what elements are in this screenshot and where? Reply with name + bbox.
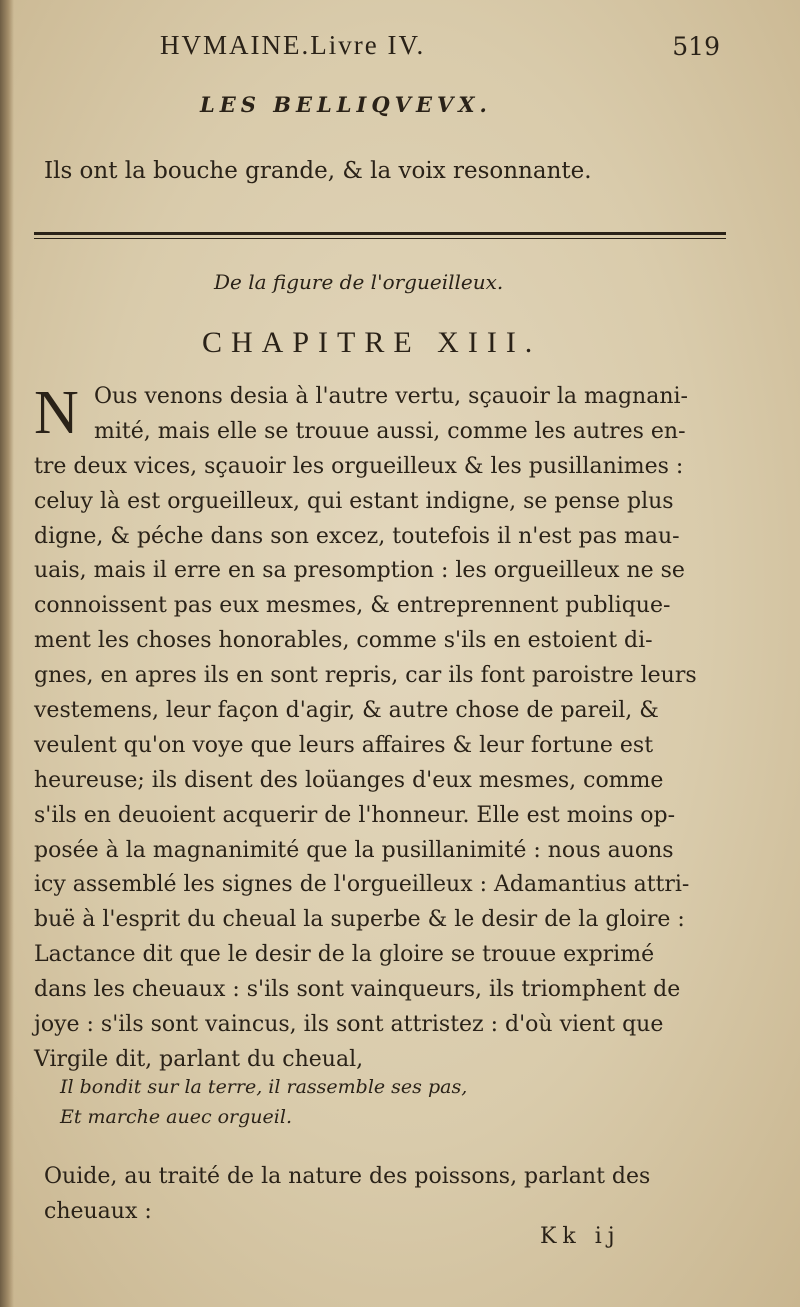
horizontal-rule: [34, 232, 726, 235]
body-line: gnes, en apres ils en sont repris, car ils font paroistre leurs: [34, 663, 697, 689]
body-line: connoissent pas eux mesmes, & entreprennent publique-: [34, 593, 671, 619]
body-line: heureuse; ils disent des loüanges d'eux mesmes, comme: [34, 767, 664, 793]
body-line: tre deux vices, sçauoir les orgueilleux & les pusillanimes :: [34, 453, 684, 479]
quote-line: Et marche auec orgueil.: [60, 1106, 292, 1128]
drop-cap: N: [34, 379, 79, 447]
chapter-title: CHAPITRE XIII.: [202, 326, 542, 359]
closing-text: [44, 1160, 724, 1230]
body-line: Ous venons desia à l'autre vertu, sçauoir la magnani-: [94, 384, 688, 409]
verse-quote: [60, 1072, 467, 1132]
body-line: icy assemblé les signes de l'orgueilleux : Adamantius attri-: [34, 872, 690, 898]
body-line: ment les choses honorables, comme s'ils en estoient di-: [34, 628, 653, 654]
running-head: [160, 30, 720, 70]
body-line: buë à l'esprit du cheual la superbe & le desir de la gloire :: [34, 907, 685, 933]
body-line: mité, mais elle se trouue aussi, comme les autres en-: [94, 418, 686, 444]
body-line: dans les cheuaux : s'ils sont vainqueurs, ils triomphent de: [34, 977, 681, 1003]
closing-line: cheuaux :: [44, 1198, 152, 1224]
closing-line: Ouide, au traité de la nature des poissons, parlant des: [44, 1164, 651, 1189]
page-gutter: [0, 0, 14, 1307]
body-line: vestemens, leur façon d'agir, & autre chose de pareil, &: [34, 698, 659, 724]
body-line: uais, mais il erre en sa presomption : les orgueilleux ne se: [34, 558, 685, 584]
body-line: Virgile dit, parlant du cheual,: [34, 1046, 364, 1072]
page-number: 519: [672, 32, 720, 61]
body-line: veulent qu'on voye que leurs affaires & leur fortune est: [34, 732, 654, 758]
body-line: posée à la magnanimité que la pusillanimité : nous auons: [34, 837, 674, 863]
body-line: Lactance dit que le desir de la gloire se trouue exprimé: [34, 942, 655, 968]
chapter-subtitle: De la figure de l'orgueilleux.: [214, 270, 504, 294]
body-line: s'ils en deuoient acquerir de l'honneur. Elle est moins op-: [34, 802, 676, 828]
horizontal-rule-thin: [34, 238, 726, 239]
quote-line: Il bondit sur la terre, il rassemble ses pas,: [60, 1076, 468, 1098]
body-line: joye : s'ils sont vaincus, ils sont attristez : d'où vient que: [34, 1012, 664, 1038]
body-line: digne, & péche dans son excez, toutefois il n'est pas mau-: [34, 523, 680, 549]
section-heading: LES BELLIQVEVX.: [200, 92, 492, 117]
body-line: celuy là est orgueilleux, qui estant indigne, se pense plus: [34, 488, 674, 514]
running-title: HVMAINE.Livre IV.: [160, 30, 426, 60]
signature-mark: Kk ij: [540, 1224, 621, 1249]
verse-line: Ils ont la bouche grande, & la voix resonnante.: [44, 158, 592, 184]
body-text: [34, 380, 720, 1078]
